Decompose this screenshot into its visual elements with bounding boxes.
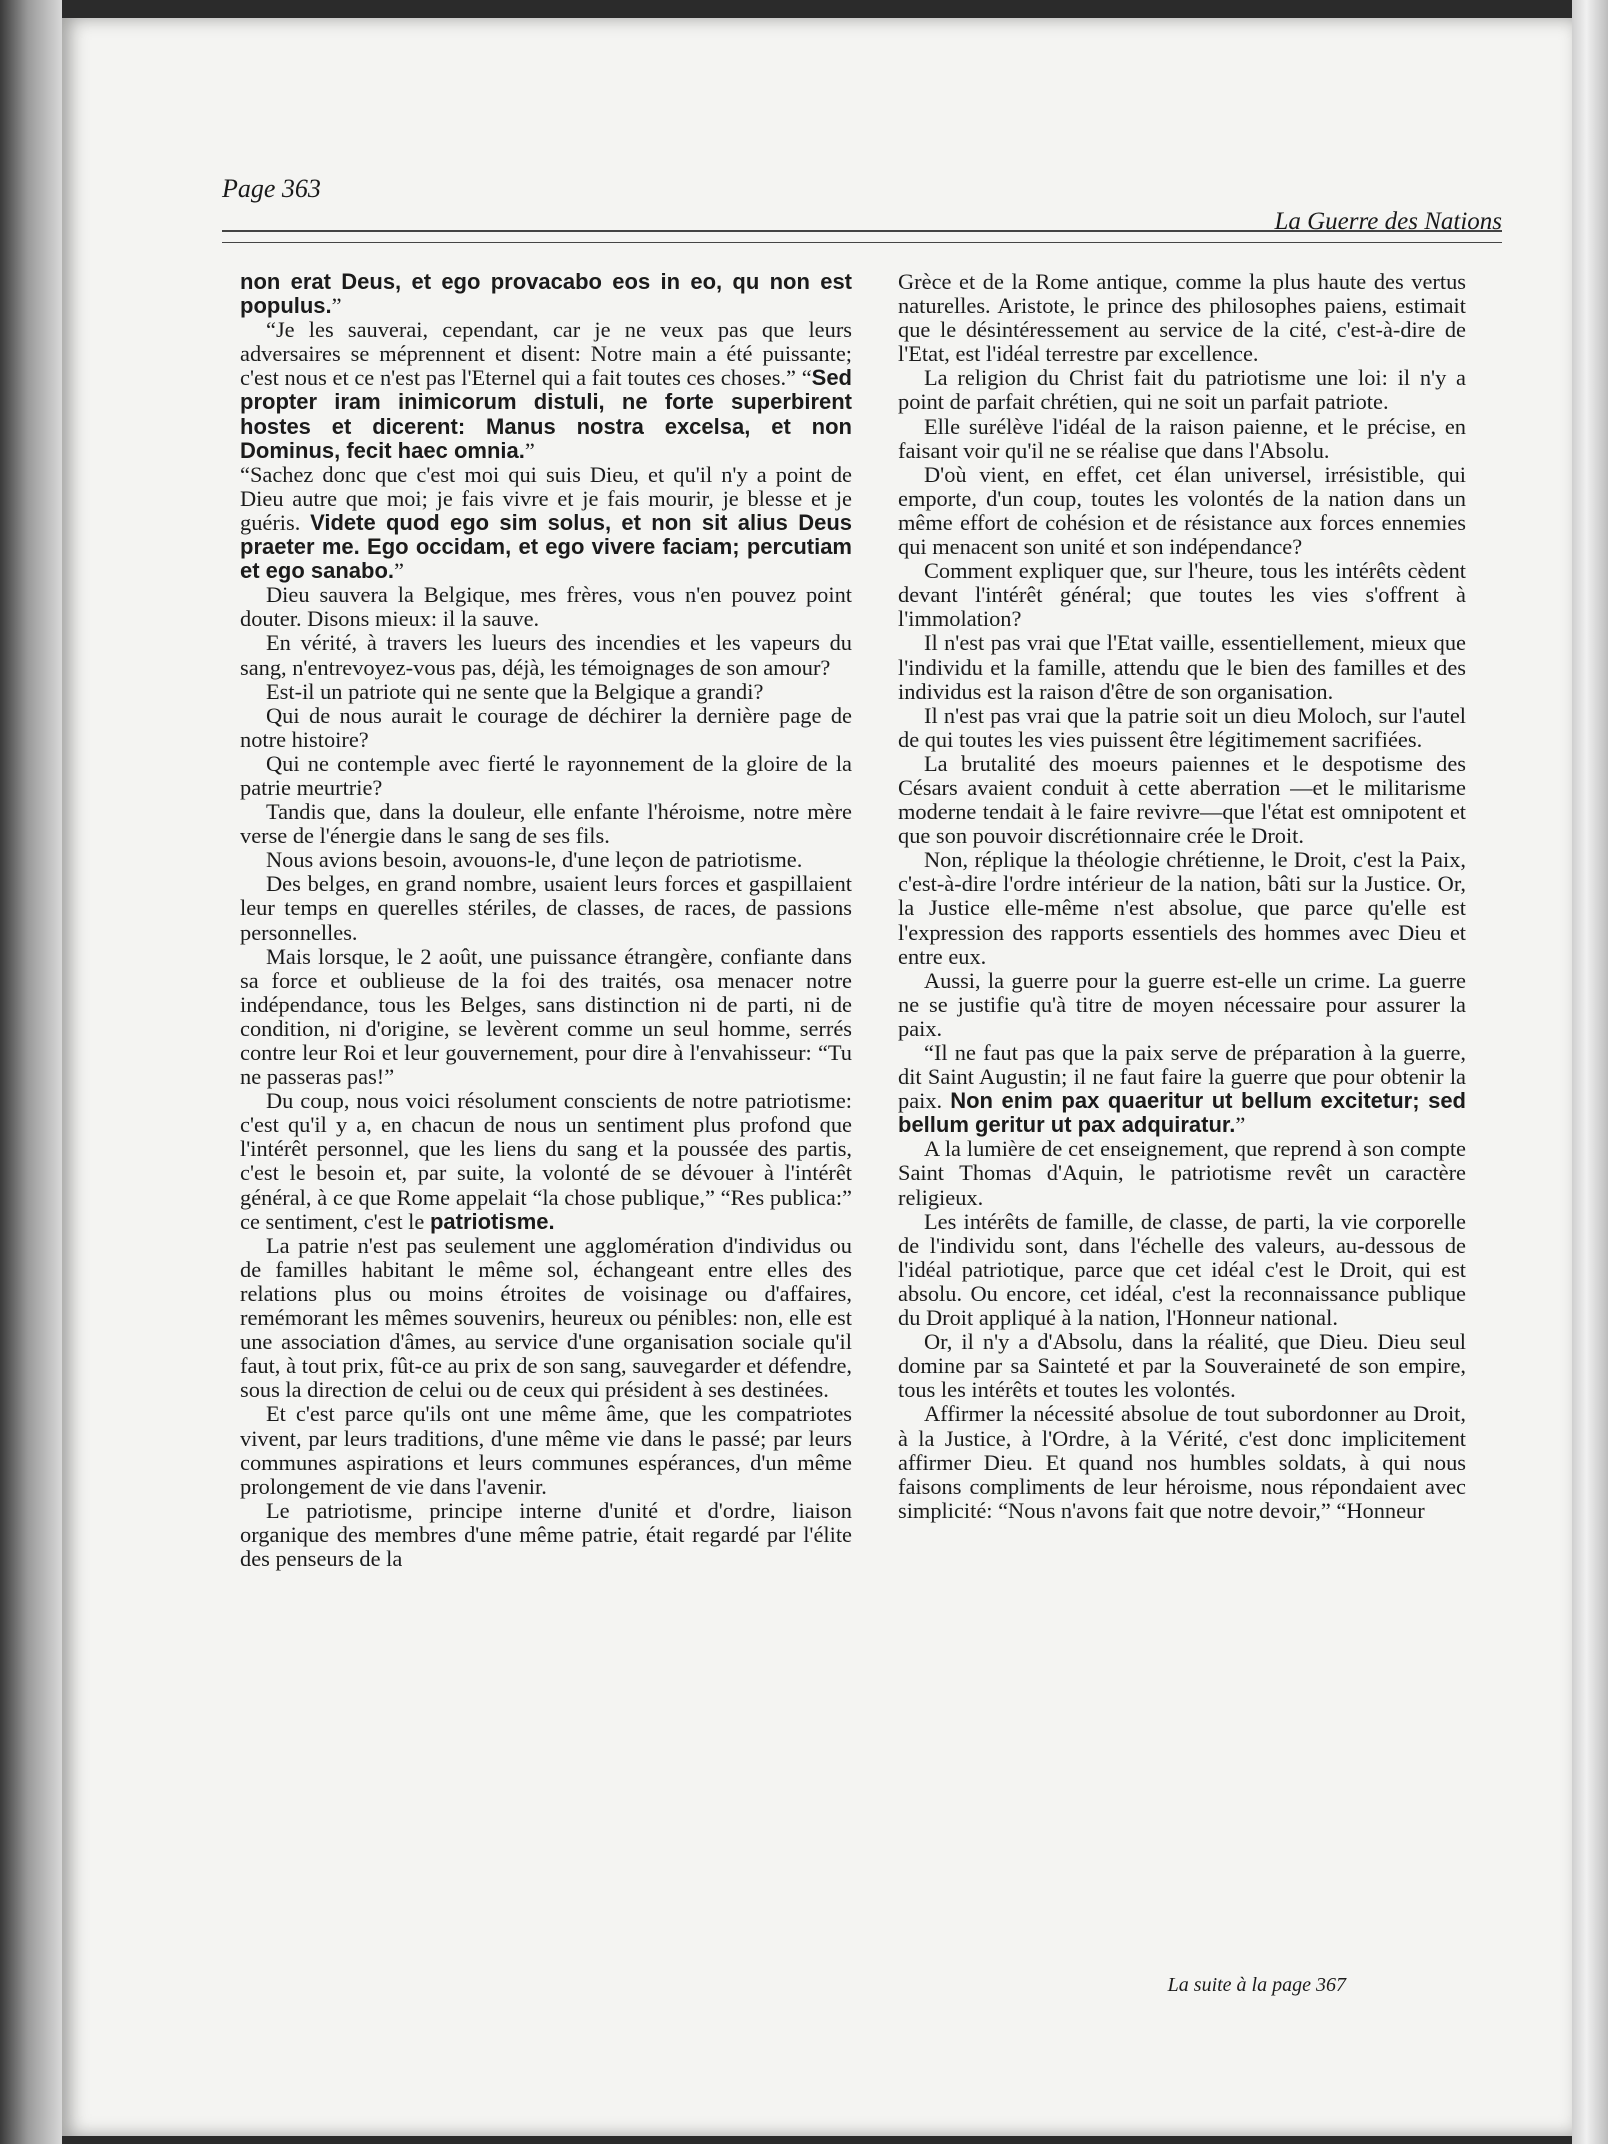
text-run: “Sachez donc que c'est moi qui suis Dieu, et qu'il n'y a point de Dieu autre que moi; je fais vivre et je fais mourir, je blesse et je guéris. [240, 461, 852, 535]
text-run: ” [524, 437, 535, 463]
text-run: Qui ne contemple avec fierté le rayonnement de la gloire de la patrie meurtrie? [240, 750, 852, 800]
text-run: Elle surélève l'idéal de la raison paienne, et le précise, en faisant voir qu'il ne se réalise que dans l'Absolu. [898, 413, 1466, 463]
text-run: Qui de nous aurait le courage de déchirer la dernière page de notre histoire? [240, 702, 852, 752]
continued-note: La suite à la page 367 [1167, 1974, 1346, 1996]
paragraph [898, 1402, 1466, 1522]
text-run: Comment expliquer que, sur l'heure, tous les intérêts cèdent devant l'intérêt général; que toutes les vies s'offrent à l'immolation? [898, 558, 1466, 632]
text-run: A la lumière de cet enseignement, que reprend à son compte Saint Thomas d'Aquin, le patriotisme revêt un caractère religieux. [898, 1136, 1466, 1210]
paragraph [898, 848, 1466, 968]
text-run: Dieu sauvera la Belgique, mes frères, vous n'en pouvez point douter. Disons mieux: il la sauve. [240, 582, 852, 632]
paragraph [898, 631, 1466, 703]
paragraph [240, 583, 852, 631]
text-run: ” [394, 558, 404, 584]
text-run: Affirmer la nécessité absolue de tout subordonner au Droit, à la Justice, à l'Ordre, à la Vérité, c'est donc implicitement affirmer Dieu. Et quand nos humbles soldats, à qui nous faisons compliments de leur héroisme, nous répondaient avec simplicité: “Nous n'avons fait que notre devoir,” “Honneur [898, 1401, 1466, 1523]
latin-quote: Videte quod ego sim solus, et non sit alius Deus praeter me. Ego occidam, et ego vivere faciam; percutiam et ego sanabo. [240, 509, 852, 584]
text-run: En vérité, à travers les lueurs des incendies et les vapeurs du sang, n'entrevoyez-vous pas, déjà, les témoignages de son amour? [240, 630, 852, 680]
right-column [898, 270, 1466, 1523]
paragraph [898, 415, 1466, 463]
text-run: Non, réplique la théologie chrétienne, le Droit, c'est la Paix, c'est-à-dire l'ordre intérieur de la nation, bâti sur la Justice. Or, la Justice elle-même n'est absolue, que parce qu'elle est l'expression des rapports essentiels des hommes avec Dieu et entre eux. [898, 847, 1466, 969]
paragraph [240, 848, 852, 872]
page-header [222, 158, 1502, 248]
text-run: La patrie n'est pas seulement une agglomération d'individus ou de familles habitant le même sol, échangeant entre elles des relations plus ou moins étroites de voisinage ou d'affaires, remémorant les mêmes souvenirs, heureux ou pénibles: non, elle est une association d'âmes, au service d'une organisation sociale qu'il faut, à tout prix, fût-ce au prix de son sang, sauvegarder et défendre, sous la direction de celui ou de ceux qui président à ses destinées. [240, 1232, 852, 1403]
text-run: La religion du Christ fait du patriotisme une loi: il n'y a point de parfait chrétien, qui ne soit un parfait patriote. [898, 365, 1466, 415]
text-run: Des belges, en grand nombre, usaient leurs forces et gaspillaient leur temps en querelles stériles, de classes, de races, de passions personnelles. [240, 871, 852, 945]
paragraph [898, 366, 1466, 414]
text-run: Aussi, la guerre pour la guerre est-elle un crime. La guerre ne se justifie qu'à titre de moyen nécessaire pour assurer la paix. [898, 967, 1466, 1041]
paragraph [240, 872, 852, 944]
text-run: Les intérêts de famille, de classe, de parti, la vie corporelle de l'individu sont, dans l'échelle des valeurs, au-dessous de l'idéal patriotique, parce que cet idéal c'est le Droit, qui est absolu. Ou encore, cet idéal, c'est la reconnaissance publique du Droit appliqué à la nation, l'Honneur national. [898, 1208, 1466, 1331]
text-run: “Je les sauverai, cependant, car je ne veux pas que leurs adversaires se méprennent et disent: Notre main a été puissante; c'est nous et ce n'est pas l'Eternel qui a fait toutes ces choses.” “ [240, 317, 852, 391]
text-run: La brutalité des moeurs paiennes et le despotisme des Césars avaient conduit à cette aberration —et le militarisme moderne tendait à le faire revivre—que l'état est omnipotent et que son pouvoir discrétionnaire crée le Droit. [898, 750, 1466, 849]
text-run: Nous avions besoin, avouons-le, d'une leçon de patriotisme. [266, 847, 803, 873]
paragraph [898, 704, 1466, 752]
paragraph [240, 704, 852, 752]
text-run: Est-il un patriote qui ne sente que la Belgique a grandi? [266, 678, 764, 704]
text-run: Or, il n'y a d'Absolu, dans la réalité, que Dieu. Dieu seul domine par sa Sainteté et par la Souveraineté de son empire, tous les intérêts et toutes les volontés. [898, 1329, 1466, 1403]
paragraph [898, 1137, 1466, 1209]
text-run: Il n'est pas vrai que la patrie soit un dieu Moloch, sur l'autel de qui toutes les vies puissent être légitimement sacrifiées. [898, 702, 1466, 752]
text-run: Il n'est pas vrai que l'Etat vaille, essentiellement, mieux que l'individu et la famille, attendu que le bien des familles et des individus est la raison d'être de son organisation. [898, 630, 1466, 704]
page-edge [1572, 0, 1608, 2144]
text-run: Le patriotisme, principe interne d'unité et d'ordre, liaison organique des membres d'une même patrie, était regardé par l'élite des penseurs de la [240, 1497, 852, 1571]
paragraph [240, 1234, 852, 1403]
paragraph [240, 1499, 852, 1571]
paragraph [240, 1402, 852, 1498]
text-run: Et c'est parce qu'ils ont une même âme, que les compatriotes vivent, par leurs traditions, d'une même vie dans le passé; par leurs communes aspirations et leurs communes espérances, d'un même prolongement de vie dans l'avenir. [240, 1401, 852, 1499]
paragraph [240, 752, 852, 800]
text-run: “Il ne faut pas que la paix serve de préparation à la guerre, dit Saint Augustin; il ne faut faire la guerre que pour obtenir la paix. [898, 1040, 1466, 1114]
paragraph [240, 631, 852, 679]
paragraph [898, 752, 1466, 848]
text-run: Du coup, nous voici résolument conscients de notre patriotisme: c'est qu'il y a, en chacun de nous un sentiment plus profond que l'intérêt personnel, que les liens du sang et la poussée des partis, c'est le besoin et, par suite, la volonté de se dévouer à l'intérêt général, à ce que Rome appelait “la chose publique,” “Res publica:” ce sentiment, c'est le [240, 1088, 852, 1234]
latin-quote: non erat Deus, et ego provacabo eos in eo, qu non est populus. [240, 269, 852, 319]
header-rule [222, 230, 1502, 232]
latin-quote: Sed propter iram inimicorum distuli, ne forte superbirent hostes et dicerent: Manus nostra excelsa, et non Dominus, fecit haec omnia. [240, 365, 852, 463]
paragraph [240, 945, 852, 1090]
paragraph [240, 680, 852, 704]
book-spine [0, 0, 62, 2144]
page-number: Page 363 [222, 174, 321, 203]
journal-title: La Guerre des Nations [1274, 208, 1502, 235]
paragraph [240, 1089, 852, 1234]
document-page [62, 18, 1572, 2136]
paragraph [898, 1041, 1466, 1137]
paragraph [898, 1210, 1466, 1330]
header-rule-thin [222, 242, 1502, 243]
text-run: Tandis que, dans la douleur, elle enfante l'héroisme, notre mère verse de l'énergie dans le sang de ses fils. [240, 799, 852, 849]
text-run: ” [331, 293, 342, 319]
paragraph [898, 559, 1466, 631]
text-run: Grèce et de la Rome antique, comme la plus haute des vertus naturelles. Aristote, le prince des philosophes paiens, estimait que le désintéressement au service de la cité, c'est-à-dire de l'Etat, est l'idéal terrestre par excellence. [898, 269, 1466, 367]
text-run: D'où vient, en effet, cet élan universel, irrésistible, qui emporte, d'un coup, toutes les volontés de la nation dans un même effort de cohésion et de résistance aux forces ennemies qui menacent son unité et son indépendance? [898, 461, 1466, 560]
paragraph [898, 969, 1466, 1041]
paragraph [898, 463, 1466, 559]
paragraph [240, 318, 852, 463]
paragraph [240, 463, 852, 583]
latin-quote: Non enim pax quaeritur ut bellum excitetur; sed bellum geritur ut pax adquiratur. [898, 1088, 1466, 1138]
text-run: ” [1235, 1112, 1246, 1138]
latin-quote: patriotisme. [429, 1208, 555, 1234]
paragraph [898, 1330, 1466, 1402]
paragraph [240, 270, 852, 318]
left-column [240, 270, 852, 1571]
paragraph [898, 270, 1466, 366]
paragraph [240, 800, 852, 848]
text-run: Mais lorsque, le 2 août, une puissance étrangère, confiante dans sa force et oublieuse de la foi des traités, osa menacer notre indépendance, tous les Belges, sans distinction ni de parti, ni de condition, ni d'origine, se levèrent comme un seul homme, serrés contre leur Roi et leur gouvernement, pour dire à l'envahisseur: “Tu ne passeras pas!” [240, 943, 852, 1090]
